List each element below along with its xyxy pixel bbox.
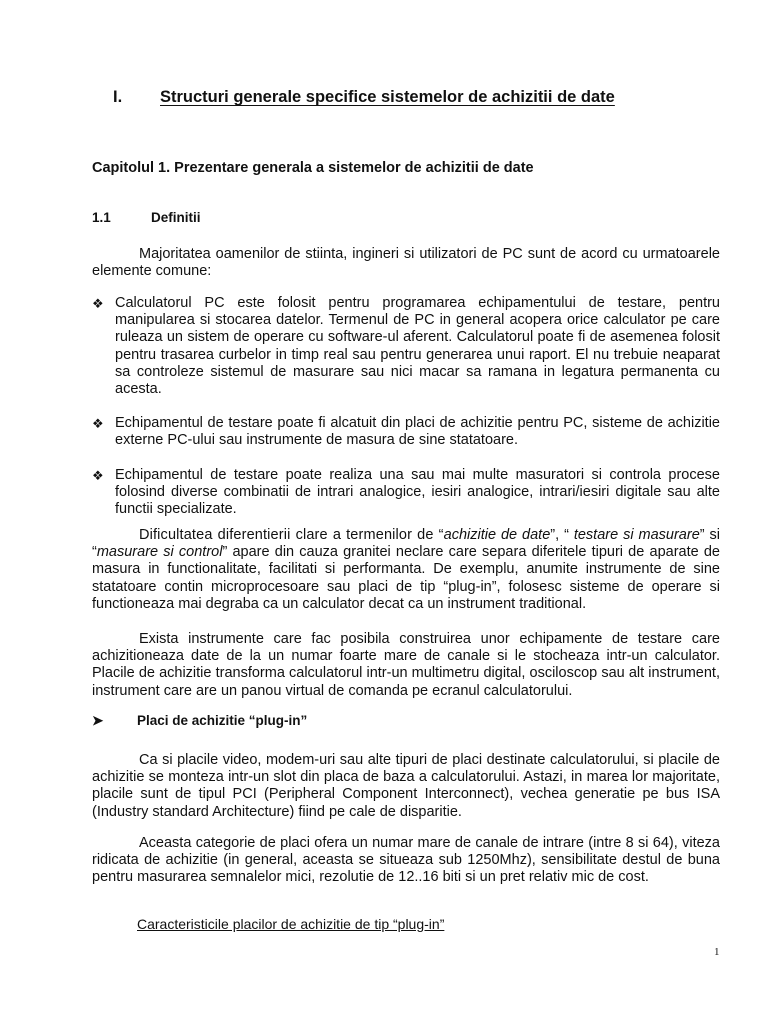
term-achizitie: achizitie de date xyxy=(443,527,551,543)
title-text: Structuri generale specifice sistemelor de achizitii de date xyxy=(160,88,615,106)
section-title: Definitii xyxy=(151,210,201,225)
list-item xyxy=(92,295,720,398)
section-number: 1.1 xyxy=(92,210,111,225)
paragraph-slot: Ca si placile video, modem-uri sau alte tipuri de placi destinate calculatorului, si placile de achizitie se monteza intr-un slot din placa de baza a calculatorului. Astazi, in marea lor majoritate, placile sunt de tipul PCI (Peripheral Component Interconnect), vechea generatie pe bus ISA (Industry standard Architecture) fiind pe cale de disparitie. xyxy=(92,752,720,820)
plugin-heading-text: Placi de achizitie “plug-in” xyxy=(137,713,308,728)
plugin-heading xyxy=(92,713,307,729)
paragraph-features: Aceasta categorie de placi ofera un numar mare de canale de intrare (intre 8 si 64), viteza ridicata de achizitie (in general, aceasta se situeaza sub 1250Mhz), sensibilitate destul de buna pentru masurarea semnalelor mici, rezolutie de 12..16 biti si un pret relativ mic de cost. xyxy=(92,835,720,886)
diamond-bullet-icon: ❖ xyxy=(92,416,104,432)
bullet-text: Echipamentul de testare poate realiza una sau mai multe masuratori si controla procese folosind diverse combinatii de intrari analogice, iesiri analogice, intrari/iesiri digitale sau alte functii specializate. xyxy=(115,466,720,518)
arrow-bullet-icon: ➤ xyxy=(92,713,104,728)
bullet-list xyxy=(92,295,720,535)
subheading-characteristics: Caracteristicile placilor de achizitie de tip “plug-in” xyxy=(137,916,445,932)
list-item xyxy=(92,467,720,519)
page-number: 1 xyxy=(714,946,720,958)
bullet-text: Calculatorul PC este folosit pentru programarea echipamentului de testare, pentru manipularea si stocarea datelor. Termenul de PC in general acopera orice calculator pe care ruleaza un sistem de operare cu software-ul aferent. Calculatorul poate fi de asemenea folosit pentru trasarea curbelor in timp real sau pentru generarea unui raport. El nu trebuie neaparat sa controleze sistemul de masurare sau nici macar sa ramana in legatura permanenta cu acesta. xyxy=(115,295,720,398)
bullet-text: Echipamentul de testare poate fi alcatuit din placi de achizitie pentru PC, sisteme de achizitie externe PC-ului sau instrumente de masura de sine statatoare. xyxy=(115,415,720,449)
intro-paragraph: Majoritatea oamenilor de stiinta, ingineri si utilizatori de PC sunt de acord cu urmatoarele elemente comune: xyxy=(92,246,720,280)
list-item xyxy=(92,415,720,449)
section-heading xyxy=(92,210,201,225)
paragraph-definitions: Dificultatea diferentierii clare a termenilor de “achizitie de date”, “ testare si masurare” si “masurare si control” apare din cauza granitei neclare care separa diferitele tipuri de aparate de masura in functionalitate, facilitati si performanta. De exemplu, anumite instrumente de sine statatoare contin microprocesoare sau placi de tip “plug-in”, folosesc sisteme de operare si functioneaza mai degraba ca un calculator decat ca un instrument traditional. xyxy=(92,527,720,612)
title-number: I. xyxy=(113,88,123,106)
term-control: masurare si control xyxy=(96,544,223,561)
diamond-bullet-icon: ❖ xyxy=(92,296,104,311)
term-testare: testare si masurare xyxy=(573,527,700,543)
diamond-bullet-icon: ❖ xyxy=(92,467,104,483)
paragraph-instruments: Exista instrumente care fac posibila construirea unor echipamente de testare care achizitioneaza date de la un numar foarte mare de canale si le stocheaza intr-un calculator. Placile de achizitie transforma calculatorul intr-un multimetru digital, osciloscop sau alt instrument, instrument care are un panou virtual de comanda pe ecranul calculatorului. xyxy=(92,631,720,699)
chapter-heading: Capitolul 1. Prezentare generala a sistemelor de achizitii de date xyxy=(92,160,534,176)
document-title xyxy=(113,88,673,107)
